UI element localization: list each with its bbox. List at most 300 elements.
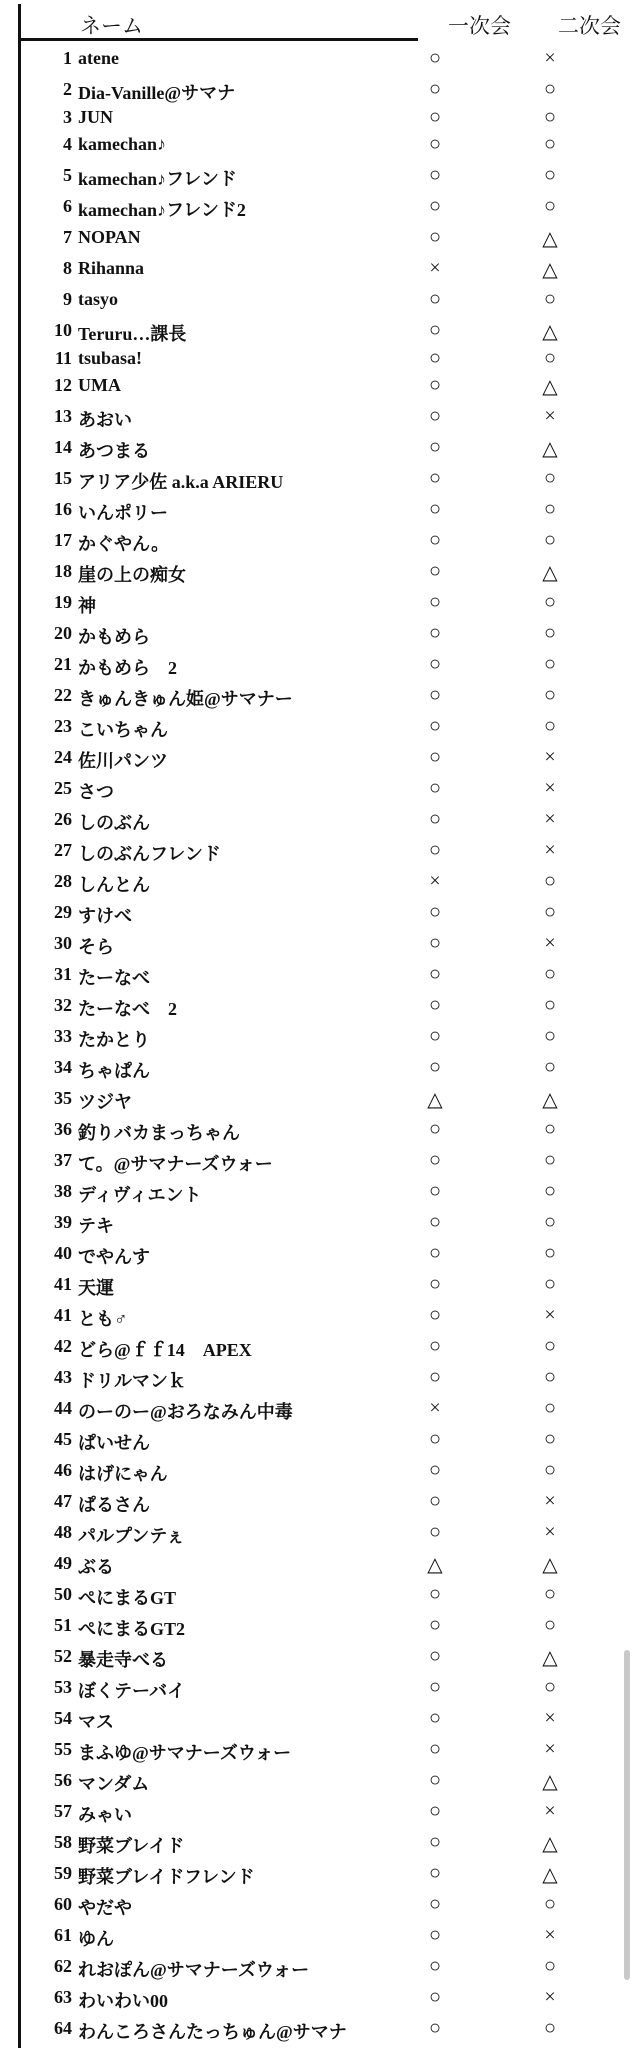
first-party-mark: ○ xyxy=(428,560,442,582)
first-party-mark: ○ xyxy=(428,591,442,613)
second-party-mark: △ xyxy=(542,259,558,281)
first-party-mark: ○ xyxy=(428,1955,442,1977)
first-party-mark: △ xyxy=(427,1089,443,1111)
first-party-mark: ○ xyxy=(428,1490,442,1512)
second-party-mark: ○ xyxy=(543,1180,557,1202)
second-party-mark: × xyxy=(544,405,556,427)
table-row xyxy=(0,1487,636,1518)
table-row xyxy=(0,1146,636,1177)
first-party-mark: ○ xyxy=(428,1769,442,1791)
row-number: 47 xyxy=(54,1491,72,1511)
row-number: 41 xyxy=(54,1274,72,1294)
first-party-mark: × xyxy=(429,257,441,279)
first-party-mark: ○ xyxy=(428,1676,442,1698)
attendee-name: ぱいせん xyxy=(78,1433,150,1453)
first-party-mark: ○ xyxy=(428,405,442,427)
attendee-name: きゅんきゅん姫@サマナー xyxy=(78,689,293,709)
table-row xyxy=(0,681,636,712)
header-second-party: 二次会 xyxy=(558,14,621,38)
table-row xyxy=(0,1084,636,1115)
attendee-name: 崖の上の痴女 xyxy=(78,565,186,585)
attendee-name: JUN xyxy=(78,107,113,127)
first-party-mark: × xyxy=(429,870,441,892)
first-party-mark: ○ xyxy=(428,1118,442,1140)
table-row xyxy=(0,1735,636,1766)
first-party-mark: ○ xyxy=(428,2017,442,2039)
attendee-name: 野菜ブレイドフレンド xyxy=(78,1867,255,1887)
attendee-name: アリア少佐 a.k.a ARIERU xyxy=(78,472,284,492)
row-number: 40 xyxy=(54,1243,72,1263)
second-party-mark: △ xyxy=(542,376,558,398)
attendee-name: さつ xyxy=(78,782,114,802)
second-party-mark: × xyxy=(544,777,556,799)
table-row xyxy=(0,1921,636,1952)
first-party-mark: ○ xyxy=(428,994,442,1016)
row-number: 1 xyxy=(63,48,72,68)
second-party-mark: △ xyxy=(542,438,558,460)
attendee-name: でやんす xyxy=(78,1247,150,1267)
second-party-mark: ○ xyxy=(543,288,557,310)
attendee-name: ぺにまるGT xyxy=(78,1588,177,1608)
first-party-mark: ○ xyxy=(428,1428,442,1450)
first-party-mark: ○ xyxy=(428,1025,442,1047)
first-party-mark: ○ xyxy=(428,1211,442,1233)
row-number: 37 xyxy=(54,1150,72,1170)
attendee-name: たーなべ 2 xyxy=(78,999,177,1019)
row-number: 5 xyxy=(63,165,72,185)
table-row xyxy=(0,464,636,495)
second-party-mark: ○ xyxy=(543,1397,557,1419)
table-row xyxy=(0,433,636,464)
second-party-mark: △ xyxy=(542,1089,558,1111)
row-number: 44 xyxy=(54,1398,72,1418)
row-number: 28 xyxy=(54,871,72,891)
attendee-name: マス xyxy=(78,1712,114,1732)
row-number: 25 xyxy=(54,778,72,798)
first-party-mark: ○ xyxy=(428,1180,442,1202)
row-number: 9 xyxy=(63,289,72,309)
table-row xyxy=(0,130,636,161)
row-number: 31 xyxy=(54,964,72,984)
table-row xyxy=(0,2014,636,2045)
attendee-name: のーのー@おろなみん中毒 xyxy=(78,1402,293,1422)
table-row xyxy=(0,929,636,960)
table-row xyxy=(0,805,636,836)
first-party-mark: △ xyxy=(427,1554,443,1576)
table-row xyxy=(0,106,636,130)
row-number: 57 xyxy=(54,1801,72,1821)
row-number: 14 xyxy=(54,437,72,457)
first-party-mark: ○ xyxy=(428,746,442,768)
table-row xyxy=(0,898,636,929)
row-number: 36 xyxy=(54,1119,72,1139)
row-number: 22 xyxy=(54,685,72,705)
first-party-mark: ○ xyxy=(428,226,442,248)
table-row xyxy=(0,285,636,316)
first-party-mark: ○ xyxy=(428,1831,442,1853)
second-party-mark: ○ xyxy=(543,1025,557,1047)
attendee-name: みゃい xyxy=(78,1805,132,1825)
table-row xyxy=(0,44,636,75)
attendee-name: まふゆ@サマナーズウォー xyxy=(78,1743,292,1763)
row-number: 60 xyxy=(54,1894,72,1914)
table-row xyxy=(0,1890,636,1921)
second-party-mark: ○ xyxy=(543,529,557,551)
second-party-mark: ○ xyxy=(543,653,557,675)
attendee-name: かもめら xyxy=(78,627,150,647)
row-number: 33 xyxy=(54,1026,72,1046)
attendee-name: すけべ xyxy=(78,906,132,926)
table-row xyxy=(0,650,636,681)
first-party-mark: ○ xyxy=(428,1242,442,1264)
table-row xyxy=(0,743,636,774)
row-number: 61 xyxy=(54,1925,72,1945)
row-number: 49 xyxy=(54,1553,72,1573)
first-party-mark: ○ xyxy=(428,1149,442,1171)
row-number: 56 xyxy=(54,1770,72,1790)
second-party-mark: ○ xyxy=(543,1273,557,1295)
second-party-mark: ○ xyxy=(543,1211,557,1233)
second-party-mark: △ xyxy=(542,1554,558,1576)
second-party-mark: ○ xyxy=(543,347,557,369)
first-party-mark: ○ xyxy=(428,467,442,489)
second-party-mark: ○ xyxy=(543,1459,557,1481)
second-party-mark: △ xyxy=(542,321,558,343)
attendee-name: しのぶん xyxy=(78,813,150,833)
attendee-name: しんとん xyxy=(78,875,150,895)
row-number: 62 xyxy=(54,1956,72,1976)
row-number: 27 xyxy=(54,840,72,860)
attendee-name: kamechan♪フレンド xyxy=(78,169,237,189)
row-number: 64 xyxy=(54,2018,72,2038)
table-row xyxy=(0,1828,636,1859)
attendee-name: たかとり xyxy=(78,1030,150,1050)
attendee-name: ちゃぱん xyxy=(78,1061,150,1081)
first-party-mark: ○ xyxy=(428,1924,442,1946)
first-party-mark: ○ xyxy=(428,1521,442,1543)
row-number: 53 xyxy=(54,1677,72,1697)
table-row xyxy=(0,371,636,402)
attendee-name: パルプンテぇ xyxy=(78,1526,185,1546)
attendee-name: ツジヤ xyxy=(78,1092,132,1112)
first-party-mark: ○ xyxy=(428,1583,442,1605)
first-party-mark: ○ xyxy=(428,374,442,396)
first-party-mark: ○ xyxy=(428,901,442,923)
first-party-mark: ○ xyxy=(428,839,442,861)
row-number: 51 xyxy=(54,1615,72,1635)
table-row xyxy=(0,75,636,106)
attendee-name: Rihanna xyxy=(78,258,145,278)
attendee-name: たーなべ xyxy=(78,968,150,988)
attendee-name: kamechan♪フレンド2 xyxy=(78,200,246,220)
second-party-mark: ○ xyxy=(543,1428,557,1450)
first-party-mark: ○ xyxy=(428,1707,442,1729)
table-row xyxy=(0,1425,636,1456)
table-row xyxy=(0,1983,636,2014)
second-party-mark: ○ xyxy=(543,195,557,217)
second-party-mark: × xyxy=(544,808,556,830)
second-party-mark: ○ xyxy=(543,994,557,1016)
second-party-mark: △ xyxy=(542,562,558,584)
second-party-mark: ○ xyxy=(543,870,557,892)
second-party-mark: ○ xyxy=(543,164,557,186)
second-party-mark: ○ xyxy=(543,1614,557,1636)
attendee-name: 神 xyxy=(78,596,96,616)
table-row xyxy=(0,1332,636,1363)
attendee-name: あおい xyxy=(78,410,132,430)
first-party-mark: ○ xyxy=(428,288,442,310)
attendee-name: しのぶんフレンド xyxy=(78,844,221,864)
first-party-mark: ○ xyxy=(428,1366,442,1388)
table-row xyxy=(0,1022,636,1053)
second-party-mark: ○ xyxy=(543,622,557,644)
row-number: 24 xyxy=(54,747,72,767)
row-number: 42 xyxy=(54,1336,72,1356)
table-row xyxy=(0,1394,636,1425)
row-number: 16 xyxy=(54,499,72,519)
attendee-name: わんころさんたっちゅん@サマナ xyxy=(78,2022,347,2042)
attendee-name: マンダム xyxy=(78,1774,150,1794)
row-number: 52 xyxy=(54,1646,72,1666)
table-row xyxy=(0,1611,636,1642)
second-party-mark: ○ xyxy=(543,591,557,613)
table-row xyxy=(0,1177,636,1208)
second-party-mark: × xyxy=(544,1986,556,2008)
first-party-mark: ○ xyxy=(428,1335,442,1357)
second-party-mark: ○ xyxy=(543,1955,557,1977)
row-number: 18 xyxy=(54,561,72,581)
attendee-name: ゆん xyxy=(78,1929,114,1949)
first-party-mark: ○ xyxy=(428,808,442,830)
attendee-name: かもめら 2 xyxy=(78,658,177,678)
row-number: 23 xyxy=(54,716,72,736)
table-row xyxy=(0,1549,636,1580)
row-number: 19 xyxy=(54,592,72,612)
row-number: 13 xyxy=(54,406,72,426)
second-party-mark: ○ xyxy=(543,467,557,489)
attendee-name: とも♂ xyxy=(78,1309,128,1329)
table-row xyxy=(0,526,636,557)
row-number: 20 xyxy=(54,623,72,643)
table-row xyxy=(0,1518,636,1549)
row-number: 6 xyxy=(63,196,72,216)
attendee-name: 佐川パンツ xyxy=(78,751,168,771)
attendee-name: そら xyxy=(78,937,114,957)
table-row xyxy=(0,192,636,223)
second-party-mark: △ xyxy=(542,228,558,250)
attendee-name: tasyo xyxy=(78,289,118,309)
table-row xyxy=(0,254,636,285)
row-number: 21 xyxy=(54,654,72,674)
second-party-mark: ○ xyxy=(543,2017,557,2039)
row-number: 43 xyxy=(54,1367,72,1387)
second-party-mark: ○ xyxy=(543,1366,557,1388)
first-party-mark: ○ xyxy=(428,1273,442,1295)
first-party-mark: ○ xyxy=(428,622,442,644)
attendee-name: はげにゃん xyxy=(78,1464,168,1484)
row-number: 32 xyxy=(54,995,72,1015)
second-party-mark: × xyxy=(544,932,556,954)
second-party-mark: ○ xyxy=(543,1242,557,1264)
second-party-mark: △ xyxy=(542,1771,558,1793)
attendee-name: ぶる xyxy=(78,1557,114,1577)
first-party-mark: ○ xyxy=(428,653,442,675)
row-number: 8 xyxy=(63,258,72,278)
row-number: 45 xyxy=(54,1429,72,1449)
table-row xyxy=(0,495,636,526)
first-party-mark: ○ xyxy=(428,347,442,369)
attendee-name: atene xyxy=(78,48,119,68)
first-party-mark: ○ xyxy=(428,1862,442,1884)
second-party-mark: ○ xyxy=(543,1893,557,1915)
second-party-mark: ○ xyxy=(543,78,557,100)
row-number: 41 xyxy=(54,1305,72,1325)
row-number: 15 xyxy=(54,468,72,488)
header-name: ネーム xyxy=(80,14,143,38)
table-row xyxy=(0,836,636,867)
row-number: 48 xyxy=(54,1522,72,1542)
table-row xyxy=(0,867,636,898)
row-number: 11 xyxy=(54,348,72,368)
table-row xyxy=(0,1456,636,1487)
second-party-mark: × xyxy=(544,1707,556,1729)
row-number: 7 xyxy=(63,227,72,247)
attendee-name: UMA xyxy=(78,375,121,395)
row-number: 39 xyxy=(54,1212,72,1232)
second-party-mark: ○ xyxy=(543,715,557,737)
attendee-name: れおぽん@サマナーズウォー xyxy=(78,1960,310,1980)
second-party-mark: ○ xyxy=(543,901,557,923)
table-row xyxy=(0,588,636,619)
second-party-mark: × xyxy=(544,746,556,768)
attendee-name: いんポリー xyxy=(78,503,168,523)
first-party-mark: ○ xyxy=(428,164,442,186)
first-party-mark: ○ xyxy=(428,1056,442,1078)
first-party-mark: ○ xyxy=(428,47,442,69)
first-party-mark: ○ xyxy=(428,1304,442,1326)
second-party-mark: ○ xyxy=(543,1056,557,1078)
row-number: 38 xyxy=(54,1181,72,1201)
attendee-name: ぺにまるGT2 xyxy=(78,1619,186,1639)
first-party-mark: ○ xyxy=(428,1738,442,1760)
attendee-name: ドリルマンｋ xyxy=(78,1371,186,1391)
attendee-name: tsubasa! xyxy=(78,348,143,368)
table-row xyxy=(0,712,636,743)
attendee-name: あつまる xyxy=(78,441,150,461)
scrollbar[interactable] xyxy=(624,1650,630,1980)
attendee-name: こいちゃん xyxy=(78,720,168,740)
table-row xyxy=(0,1301,636,1332)
first-party-mark: ○ xyxy=(428,932,442,954)
attendee-name: わいわい00 xyxy=(78,1991,168,2011)
attendee-name: 天運 xyxy=(78,1278,114,1298)
first-party-mark: ○ xyxy=(428,133,442,155)
first-party-mark: ○ xyxy=(428,106,442,128)
table-row xyxy=(0,1704,636,1735)
second-party-mark: ○ xyxy=(543,1335,557,1357)
row-number: 17 xyxy=(54,530,72,550)
first-party-mark: ○ xyxy=(428,1645,442,1667)
table-row xyxy=(0,402,636,433)
first-party-mark: ○ xyxy=(428,777,442,799)
table-row xyxy=(0,1642,636,1673)
table-row xyxy=(0,1239,636,1270)
table-row xyxy=(0,619,636,650)
row-number: 58 xyxy=(54,1832,72,1852)
second-party-mark: ○ xyxy=(543,1676,557,1698)
table-row xyxy=(0,1270,636,1301)
table-row xyxy=(0,774,636,805)
second-party-mark: × xyxy=(544,1800,556,1822)
second-party-mark: × xyxy=(544,1738,556,1760)
first-party-mark: ○ xyxy=(428,684,442,706)
table-row xyxy=(0,1053,636,1084)
table-row xyxy=(0,1797,636,1828)
table-row xyxy=(0,1766,636,1797)
attendee-name: ぼくテーバイ xyxy=(78,1681,186,1701)
table-row xyxy=(0,1208,636,1239)
first-party-mark: ○ xyxy=(428,529,442,551)
second-party-mark: △ xyxy=(542,1647,558,1669)
attendee-name: kamechan♪ xyxy=(78,134,167,154)
attendee-name: 野菜ブレイド xyxy=(78,1836,185,1856)
attendee-name: 暴走寺べる xyxy=(78,1650,168,1670)
attendee-name: て。@サマナーズウォー xyxy=(78,1154,273,1174)
row-number: 46 xyxy=(54,1460,72,1480)
row-number: 55 xyxy=(54,1739,72,1759)
first-party-mark: × xyxy=(429,1397,441,1419)
second-party-mark: △ xyxy=(542,1833,558,1855)
first-party-mark: ○ xyxy=(428,319,442,341)
table-row xyxy=(0,557,636,588)
first-party-mark: ○ xyxy=(428,715,442,737)
first-party-mark: ○ xyxy=(428,436,442,458)
second-party-mark: ○ xyxy=(543,133,557,155)
row-number: 30 xyxy=(54,933,72,953)
attendee-name: Dia-Vanille@サマナ xyxy=(78,83,236,103)
row-number: 54 xyxy=(54,1708,72,1728)
table-row xyxy=(0,1673,636,1704)
second-party-mark: ○ xyxy=(543,498,557,520)
attendee-name: テキ xyxy=(78,1216,114,1236)
row-number: 3 xyxy=(63,107,72,127)
second-party-mark: ○ xyxy=(543,684,557,706)
attendee-name: ぱるさん xyxy=(78,1495,150,1515)
second-party-mark: × xyxy=(544,1490,556,1512)
attendee-name: ディヴィエント xyxy=(78,1185,202,1205)
first-party-mark: ○ xyxy=(428,498,442,520)
table-row xyxy=(0,1859,636,1890)
row-number: 59 xyxy=(54,1863,72,1883)
first-party-mark: ○ xyxy=(428,195,442,217)
attendee-name: 釣りバカまっちゃん xyxy=(78,1123,240,1143)
row-number: 35 xyxy=(54,1088,72,1108)
row-number: 26 xyxy=(54,809,72,829)
table-row xyxy=(0,1363,636,1394)
table-row xyxy=(0,1115,636,1146)
second-party-mark: × xyxy=(544,1521,556,1543)
attendee-name: Teruru…課長 xyxy=(78,324,187,344)
second-party-mark: × xyxy=(544,1924,556,1946)
second-party-mark: ○ xyxy=(543,963,557,985)
second-party-mark: ○ xyxy=(543,1118,557,1140)
first-party-mark: ○ xyxy=(428,1800,442,1822)
row-number: 4 xyxy=(63,134,72,154)
table-row xyxy=(0,347,636,371)
attendee-name: やだや xyxy=(78,1898,132,1918)
attendee-name: どら@ｆｆ14 APEX xyxy=(78,1340,252,1360)
row-number: 63 xyxy=(54,1987,72,2007)
